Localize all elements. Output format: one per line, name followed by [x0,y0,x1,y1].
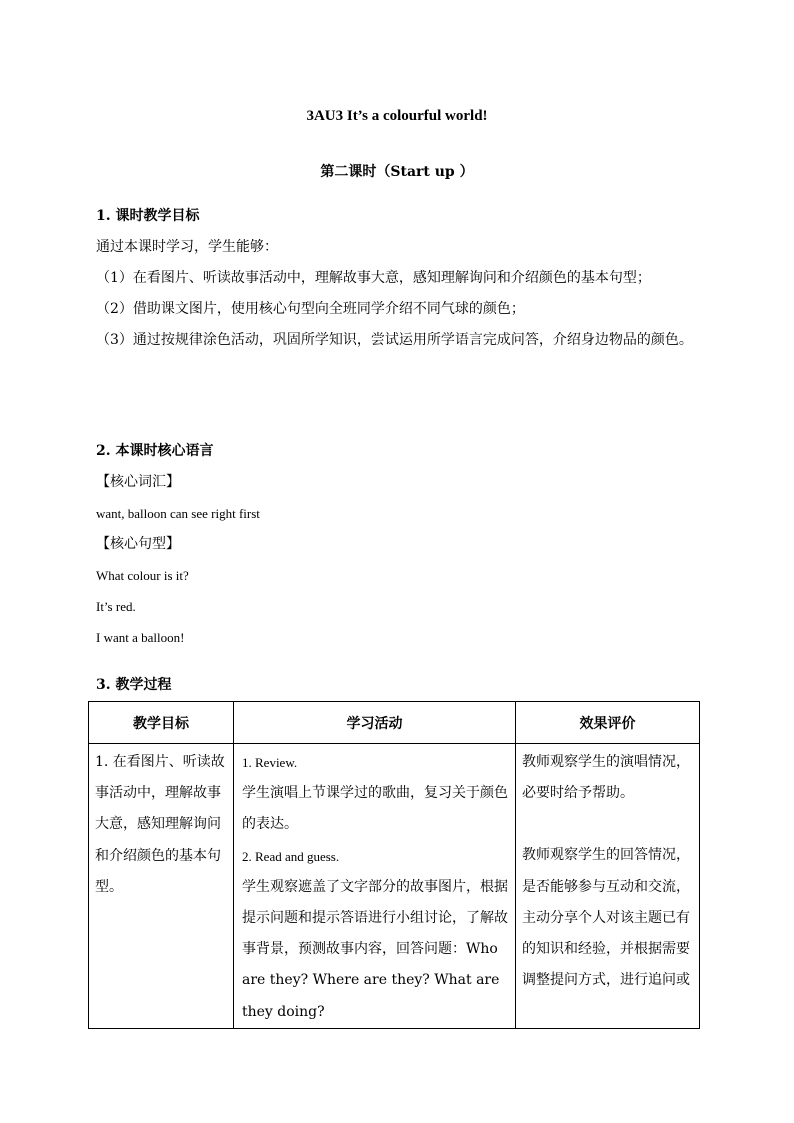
table-header: 效果评价 [516,702,700,744]
evaluation-text: 教师观察学生的回答情况，是否能够参与互动和交流，主动分享个人对该主题已有的知识和经验，并根据需要调整提问方式，进行追问或 [522,847,690,989]
vocab-list: want, balloon can see right first [96,506,260,521]
goal-item: （2）借助课文图片，使用核心句型向全班同学介绍不同气球的颜色； [96,301,525,317]
document-title: 3AU3 It’s a colourful world! [306,108,488,124]
activity-step: 2. Read and guess. [242,848,340,864]
table-header: 学习活动 [234,702,516,744]
evaluation-spacer [522,809,693,840]
section-heading: 3. 教学过程 [96,677,172,693]
activity-step: 1. Review. [242,755,298,770]
section-core-language [96,436,702,653]
section-objectives [96,201,702,356]
evaluation-text: 教师观察学生的演唱情况，必要时给予帮助。 [522,754,690,802]
table-header-row [89,702,700,744]
section-heading: 1. 课时教学目标 [96,208,200,224]
goal-text: 1. 在看图片、听读故事活动中，理解故事大意，感知理解询问和介绍颜色的基本句型。 [95,754,225,895]
vocab-label: 【核心词汇】 [96,474,180,490]
sentence-item: What colour is it? [96,568,189,583]
section-heading: 2. 本课时核心语言 [96,443,214,459]
process-table [88,701,700,1029]
goal-item: （3）通过按规律涂色活动，巩固所学知识，尝试运用所学语言完成问答，介绍身边物品的颜色。 [96,332,693,348]
sentence-item: I want a balloon! [96,630,185,645]
evaluation-cell [516,744,700,1029]
activity-text: 学生演唱上节课学过的歌曲，复习关于颜色的表达。 [242,785,508,833]
sentence-label: 【核心句型】 [96,536,180,552]
sentence-item: It’s red. [96,599,136,614]
section-process [96,670,702,701]
intro-text: 通过本课时学习，学生能够： [96,239,278,255]
lesson-subtitle: 第二课时（Start up ） [320,164,474,180]
goal-cell [89,744,234,1029]
table-row [89,744,700,1029]
table-header: 教学目标 [89,702,234,744]
goal-item: （1）在看图片、听读故事活动中，理解故事大意，感知理解询问和介绍颜色的基本句型； [96,270,651,286]
activity-cell [234,744,516,1029]
activity-text: 学生观察遮盖了文字部分的故事图片，根据提示问题和提示答语进行小组讨论，了解故事背景，预测故事内容，回答问题：Who are they? Where are they? What are they doing? [242,878,508,1020]
